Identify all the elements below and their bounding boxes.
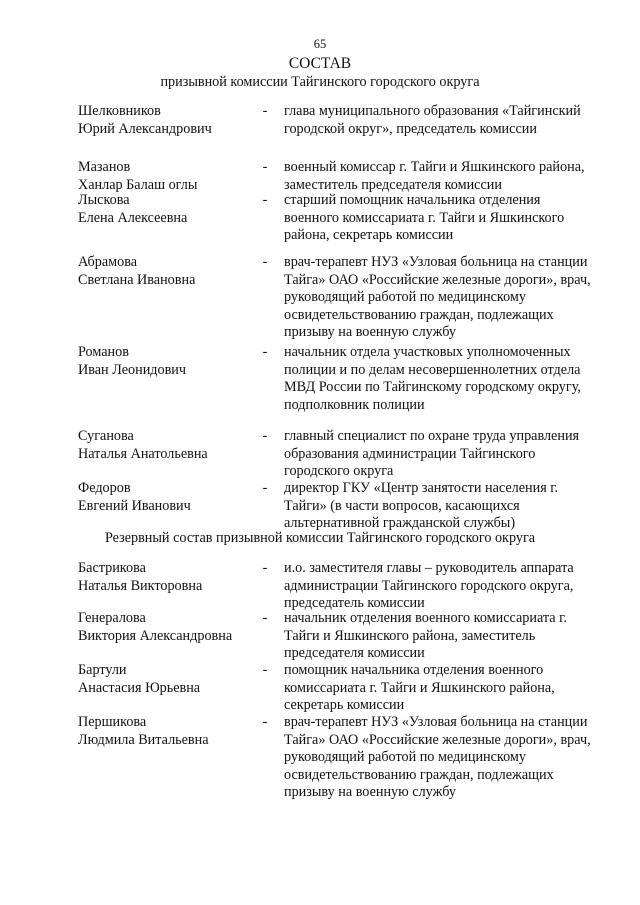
member-role: врач-терапевт НУЗ «Узловая больница на станции Тайга» ОАО «Российские железные дороги», врач, руководящий работой по медицинскому освидетельствованию граждан, подлежащих призыву на военную службу	[284, 714, 591, 801]
member-dash: -	[262, 480, 268, 496]
member-role: старший помощник начальника отделения военного комиссариата г. Тайги и Яшкинского района, секретарь комиссии	[284, 192, 565, 244]
member-row	[78, 714, 598, 804]
member-dash: -	[262, 428, 268, 444]
member-row	[78, 159, 598, 192]
member-dash: -	[262, 560, 268, 576]
member-name: Першикова Людмила Витальевна	[78, 714, 209, 748]
member-role: начальник отдела участковых уполномоченных полиции и по делам несовершеннолетних отдела МВД России по Тайгинскому городскому округу, подполковник полиции	[284, 344, 581, 413]
member-dash: -	[262, 103, 268, 119]
member-dash: -	[262, 344, 268, 360]
member-dash: -	[262, 192, 268, 208]
page-number: 65	[313, 37, 327, 51]
member-name: Романов Иван Леонидович	[78, 344, 187, 378]
member-name: Мазанов Ханлар Балаш оглы	[78, 159, 198, 193]
member-name: Бартули Анастасия Юрьевна	[78, 662, 201, 696]
member-dash: -	[262, 662, 268, 678]
member-name: Генералова Виктория Александровна	[78, 610, 233, 644]
member-role: помощник начальника отделения военного комиссариата г. Тайги и Яшкинского района, секретарь комиссии	[284, 662, 555, 714]
member-role: начальник отделения военного комиссариата г. Тайги и Яшкинского района, заместитель председателя комиссии	[284, 610, 567, 662]
member-name: Абрамова Светлана Ивановна	[78, 254, 196, 288]
member-row	[78, 254, 598, 344]
member-row	[78, 103, 598, 159]
member-dash: -	[262, 610, 268, 626]
main-members-list	[78, 103, 598, 534]
member-role: военный комиссар г. Тайги и Яшкинского района, заместитель председателя комиссии	[284, 159, 585, 193]
member-row	[78, 560, 598, 610]
member-name: Бастрикова Наталья Викторовна	[78, 560, 203, 594]
member-dash: -	[262, 714, 268, 730]
member-name: Федоров Евгений Иванович	[78, 480, 191, 514]
member-dash: -	[262, 254, 268, 270]
member-row	[78, 480, 598, 534]
member-row	[78, 428, 598, 480]
reserve-heading: Резервный состав призывной комиссии Тайгинского городского округа	[104, 530, 536, 546]
reserve-members-list	[78, 560, 598, 804]
member-row	[78, 662, 598, 714]
member-role: врач-терапевт НУЗ «Узловая больница на станции Тайга» ОАО «Российские железные дороги», врач, руководящий работой по медицинскому освидетельствованию граждан, подлежащих призыву на военную службу	[284, 254, 591, 341]
member-row	[78, 192, 598, 254]
member-role: директор ГКУ «Центр занятости населения г. Тайги» (в части вопросов, касающихся альтернативной гражданской службы)	[284, 480, 559, 532]
member-name: Шелковников Юрий Александрович	[78, 103, 212, 137]
member-name: Суганова Наталья Анатольевна	[78, 428, 208, 462]
member-dash: -	[262, 159, 268, 175]
member-role: главный специалист по охране труда управления образования администрации Тайгинского городского округа	[284, 428, 580, 480]
member-role: глава муниципального образования «Тайгинский городской округ», председатель комиссии	[284, 103, 581, 137]
member-row	[78, 610, 598, 662]
document-subtitle: призывной комиссии Тайгинского городского округа	[160, 74, 480, 90]
document-title: СОСТАВ	[288, 55, 352, 72]
member-row	[78, 344, 598, 428]
member-name: Лыскова Елена Алексеевна	[78, 192, 188, 226]
member-role: и.о. заместителя главы – руководитель аппарата администрации Тайгинского городского округа, председатель комиссии	[284, 560, 574, 612]
